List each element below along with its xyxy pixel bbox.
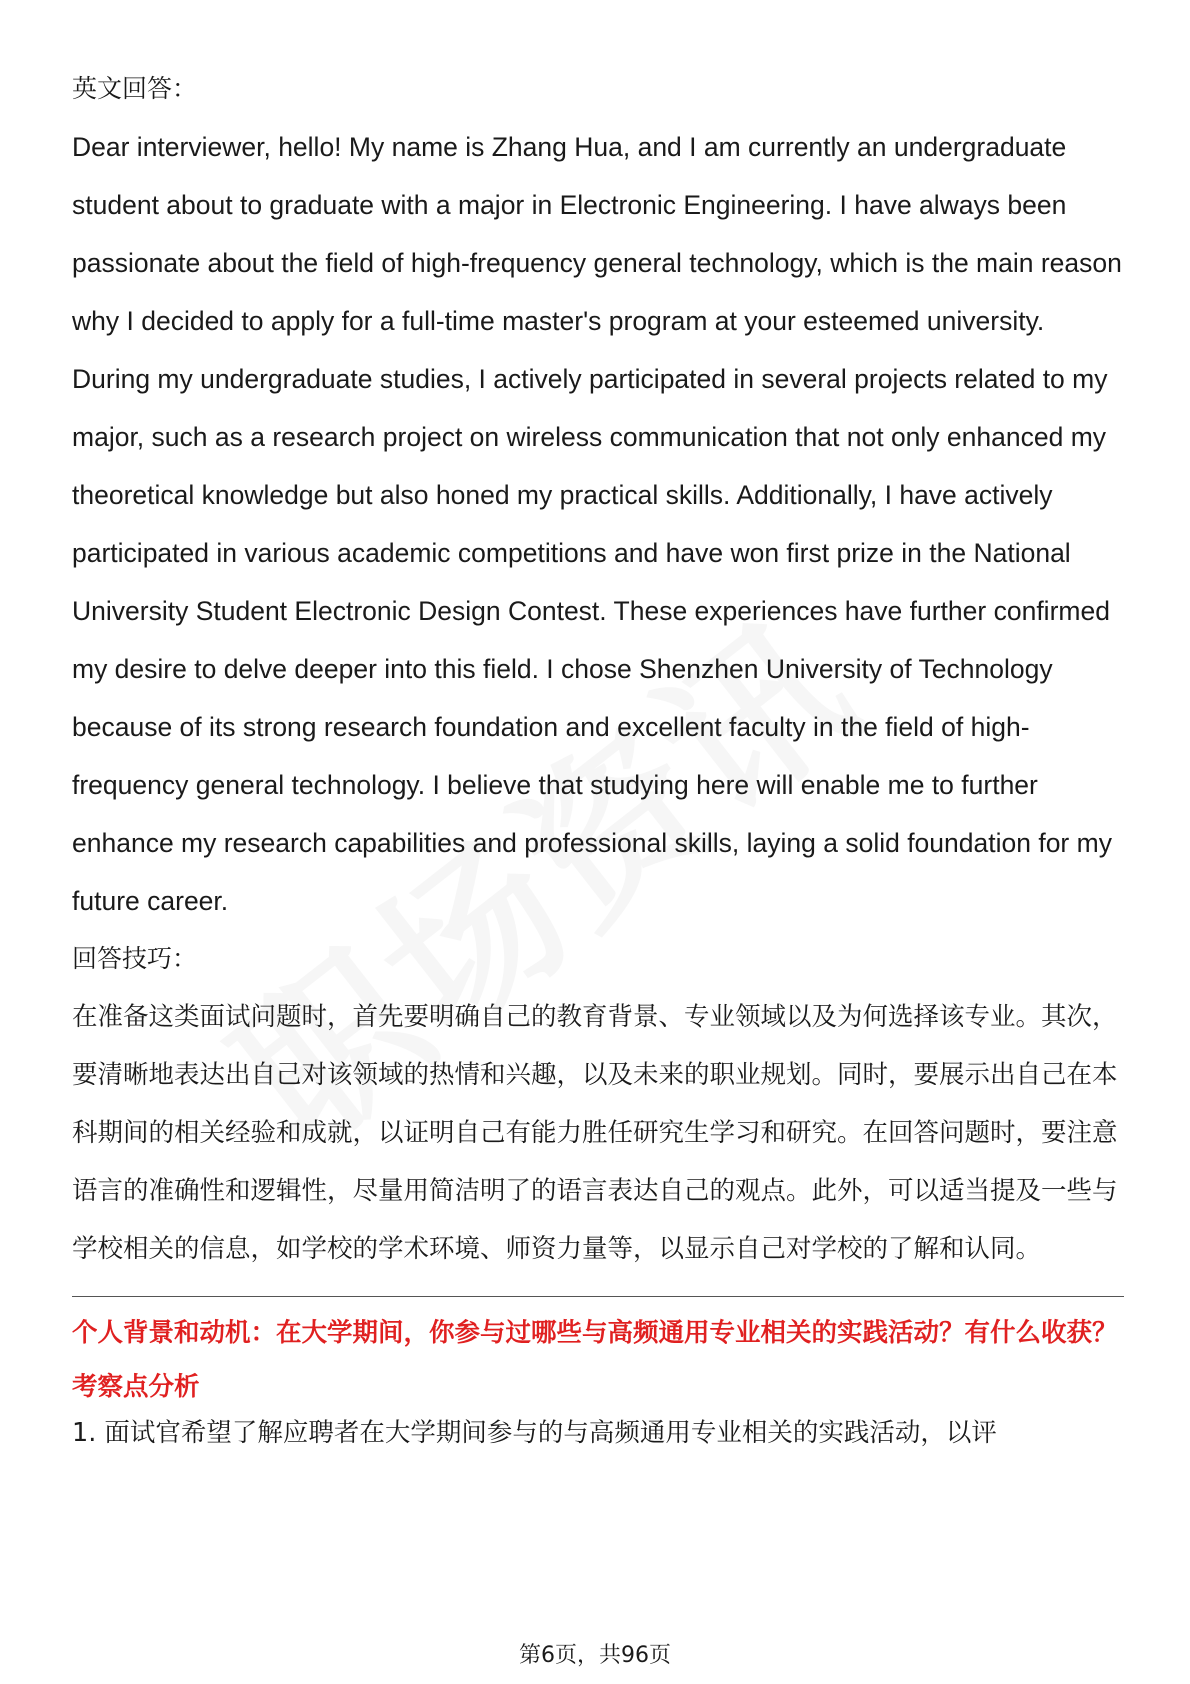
answer-tips-heading: 回答技巧： — [72, 944, 198, 973]
english-answer-body: Dear interviewer, hello! My name is Zhang Hua, and I am currently an undergraduate student about to graduate with a major in Electronic Engineering. I have always been passionate about the field of high-frequency general technology, which is the main reason why I decided to apply for a full-time master's program at your esteemed university. During my undergraduate studies, I actively participated in several projects related to my major, such as a research project on wireless communication that not only enhanced my theoretical knowledge but also honed my practical skills. Additionally, I have actively participated in various academic competitions and have won first prize in the National University Student Electronic Design Contest. These experiences have further confirmed my desire to delve deeper into this field. I chose Shenzhen University of Technology because of its strong research foundation and excellent faculty in the field of high-frequency general technology. I believe that studying here will enable me to further enhance my research capabilities and professional skills, laying a solid foundation for my future career. — [72, 132, 1122, 916]
document-page — [72, 60, 1122, 1449]
page-indicator: 第6页，共96页 — [519, 1643, 671, 1668]
answer-tips-body: 在准备这类面试问题时，首先要明确自己的教育背景、专业领域以及为何选择该专业。其次，要清晰地表达出自己对该领域的热情和兴趣，以及未来的职业规划。同时，要展示出自己在本科期间的相关经验和成就，以证明自己有能力胜任研究生学习和研究。在回答问题时，要注意语言的准确性和逻辑性，尽量用简洁明了的语言表达自己的观点。此外，可以适当提及一些与学校相关的信息，如学校的学术环境、师资力量等，以显示自己对学校的了解和认同。 — [72, 1002, 1118, 1264]
analysis-point: 1. 面试官希望了解应聘者在大学期间参与的与高频通用专业相关的实践活动，以评 — [72, 1418, 997, 1448]
english-answer-heading: 英文回答： — [72, 74, 198, 103]
analysis-heading: 考察点分析 — [72, 1372, 200, 1402]
section-divider — [72, 1296, 1124, 1297]
question-title: 个人背景和动机：在大学期间，你参与过哪些与高频通用专业相关的实践活动？有什么收获？ — [72, 1318, 1118, 1348]
